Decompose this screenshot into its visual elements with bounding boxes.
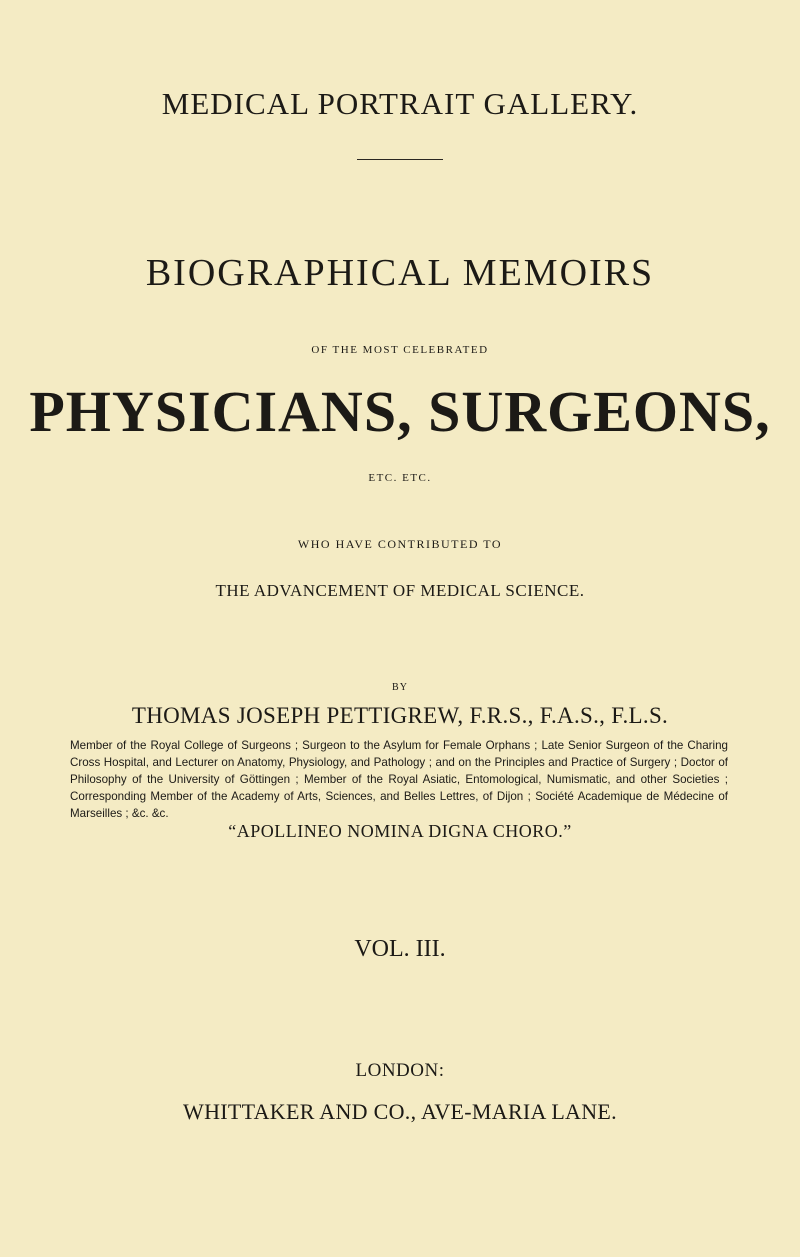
volume-number: VOL. III. <box>354 936 446 962</box>
by-line: BY <box>392 682 408 693</box>
title-divider <box>357 159 443 160</box>
author-name: THOMAS JOSEPH PETTIGREW, F.R.S., F.A.S., F.L.S. <box>131 703 669 728</box>
publication-city: LONDON: <box>355 1060 445 1081</box>
main-title: BIOGRAPHICAL MEMOIRS <box>145 252 655 294</box>
subject-heading: PHYSICIANS, SURGEONS, <box>29 379 771 444</box>
author-credentials: Member of the Royal College of Surgeons ; Surgeon to the Asylum for Female Orphans ; Late Senior Surgeon of the Charing Cross Hospital, and Lecturer on Anatomy, Physiology, and Pathology ; and on the Principles and Practice of Surgery ; Doctor of Philosophy of the University of Göttingen ; Member of the Royal Asiatic, Entomological, Numismatic, and other Societies ; Corresponding Member of the Academy of Arts, Sciences, and Belles Lettres, of Dijon ; Société Academique de Médecine of Marseilles ; &c. &c. <box>70 739 728 820</box>
of-the-most-celebrated: OF THE MOST CELEBRATED <box>311 344 489 356</box>
series-title: MEDICAL PORTRAIT GALLERY. <box>161 86 639 121</box>
etc-line: ETC. ETC. <box>368 472 432 484</box>
who-have-contributed: WHO HAVE CONTRIBUTED TO <box>297 537 503 551</box>
advancement-line: THE ADVANCEMENT OF MEDICAL SCIENCE. <box>215 581 585 600</box>
publisher: WHITTAKER AND CO., AVE-MARIA LANE. <box>183 1099 617 1124</box>
motto: “APOLLINEO NOMINA DIGNA CHORO.” <box>228 821 572 841</box>
